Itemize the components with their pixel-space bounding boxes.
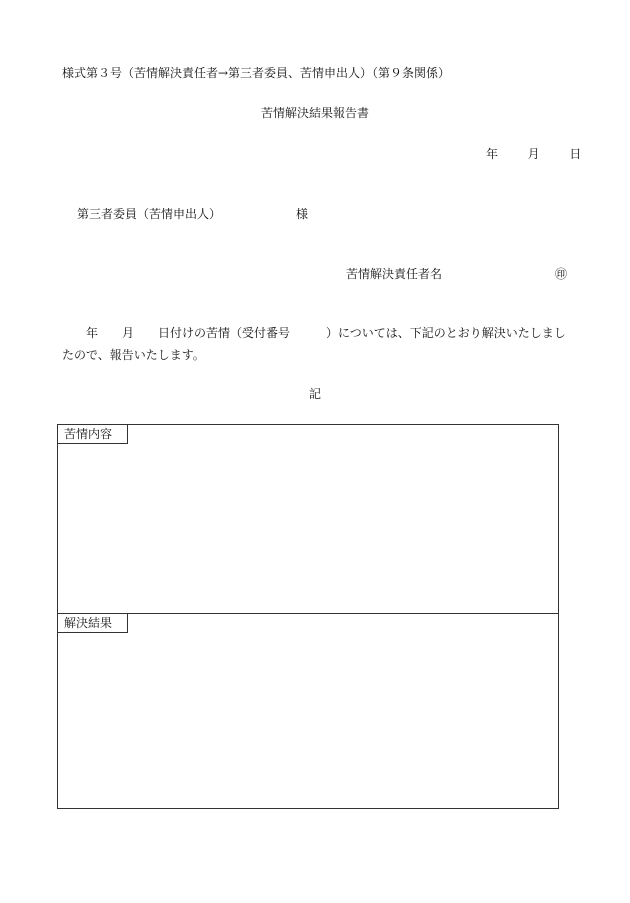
form-number: 様式第３号（苦情解決責任者→第三者委員、苦情申出人）（第９条関係） <box>62 66 451 80</box>
ki-heading: 記 <box>308 387 321 401</box>
report-table <box>57 424 559 809</box>
complaint-content-field[interactable] <box>58 444 558 613</box>
resolution-result-label: 解決結果 <box>58 614 128 633</box>
date-line <box>486 148 581 160</box>
resolution-result-section <box>58 614 558 808</box>
honorific: 様 <box>296 207 309 221</box>
date-day-label: 日 <box>569 147 582 161</box>
resolution-result-field[interactable] <box>58 633 558 808</box>
date-year-label: 年 <box>486 147 499 161</box>
body-text-line-2: たので、報告いたします。 <box>62 348 205 362</box>
complaint-content-section <box>58 425 558 614</box>
body-text-line-1: 年 月 日付けの苦情（受付番号 ）については、下記のとおり解決いたしまし <box>86 326 566 340</box>
document-title: 苦情解決結果報告書 <box>260 106 369 120</box>
date-month-label: 月 <box>527 147 540 161</box>
seal-mark: ㊞ <box>555 267 568 281</box>
responsible-person-label: 苦情解決責任者名 <box>346 267 443 281</box>
addressee: 第三者委員（苦情申出人） <box>77 207 222 221</box>
complaint-content-label: 苦情内容 <box>58 425 128 444</box>
